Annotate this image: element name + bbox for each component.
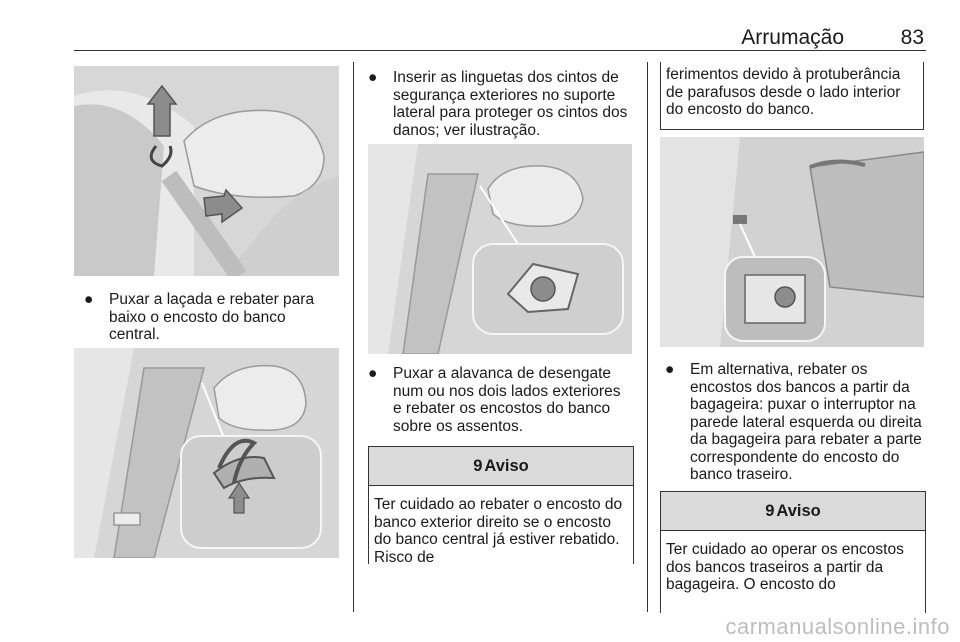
bullet-mark: ● bbox=[368, 69, 378, 86]
warning-text: Ter cuidado ao rebater o encosto do banco exterior direito se o encosto do banco central já estiver rebatido. Risco de bbox=[374, 496, 623, 564]
warning-text: Ter cuidado ao operar os encostos dos bancos traseiros a partir da bagageira. O encosto do bbox=[666, 541, 904, 593]
figure-trunk-switch bbox=[660, 137, 924, 347]
bullet-pull-release-lever bbox=[368, 365, 633, 435]
column-divider-1 bbox=[353, 62, 354, 612]
bullet-mark: ● bbox=[84, 291, 94, 308]
bullet-text: Puxar a alavanca de desengate num ou nos dois lados exteriores e rebater os encostos do banco sobre os assentos. bbox=[393, 365, 621, 435]
warning-header bbox=[661, 491, 925, 531]
bullet-mark: ● bbox=[368, 365, 378, 382]
warning-header bbox=[369, 446, 633, 486]
warning-box-left bbox=[368, 446, 634, 564]
warning-continuation-text: ferimentos devido à protuberância de parafusos desde o lado interior do encosto do banco. bbox=[666, 66, 901, 118]
page-number: 83 bbox=[900, 26, 924, 49]
bullet-fold-from-trunk bbox=[665, 361, 930, 484]
figure-headrest-loop bbox=[74, 66, 339, 276]
bullet-insert-tongues bbox=[368, 69, 633, 139]
section-title: Arrumação bbox=[741, 26, 844, 49]
warning-continuation bbox=[660, 62, 924, 130]
bullet-text: Em alternativa, rebater os encostos dos bancos a partir da bagageira: puxar o interruptor na parede lateral esquerda ou direita da bagageira para rebater a parte correspondente do encosto do banco traseiro. bbox=[690, 361, 922, 483]
watermark: carmanualsonline.info bbox=[725, 614, 950, 639]
figure-seat-belt-lever bbox=[74, 348, 339, 558]
warning-box-right bbox=[660, 491, 926, 613]
bullet-text: Puxar a laçada e rebater para baixo o encosto do banco central. bbox=[109, 291, 315, 343]
bullet-pull-loop bbox=[84, 291, 329, 344]
column-divider-2 bbox=[647, 62, 648, 612]
warning-title: Aviso bbox=[776, 502, 821, 520]
bullet-text: Inserir as linguetas dos cintos de segurança exteriores no suporte lateral para proteger os cintos dos danos; ver ilustração. bbox=[393, 69, 628, 139]
warning-title: Aviso bbox=[484, 457, 529, 475]
warning-icon: 9 bbox=[765, 502, 775, 520]
warning-icon: 9 bbox=[473, 457, 483, 475]
page-header bbox=[74, 0, 926, 51]
figure-belt-holder bbox=[368, 144, 632, 354]
bullet-mark: ● bbox=[665, 361, 675, 378]
